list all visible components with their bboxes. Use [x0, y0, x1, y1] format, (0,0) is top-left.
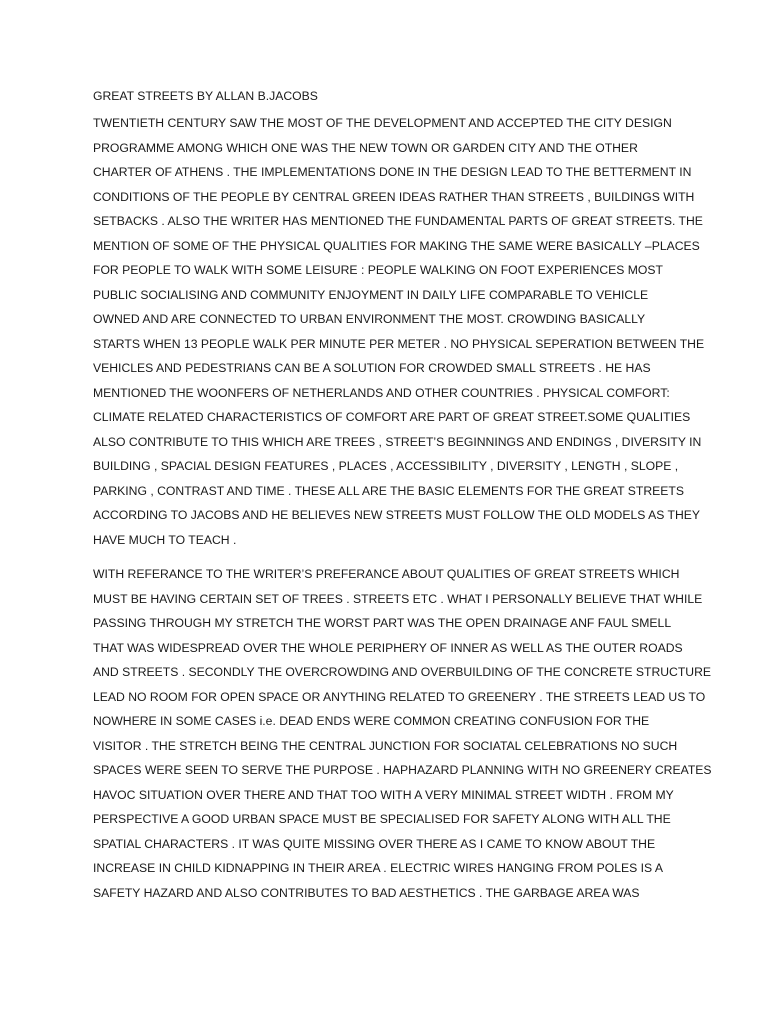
- text-line: OWNED AND ARE CONNECTED TO URBAN ENVIRONMENT THE MOST. CROWDING BASICALLY: [93, 312, 646, 326]
- text-line: HAVE MUCH TO TEACH .: [93, 532, 237, 547]
- text-line: VISITOR . THE STRETCH BEING THE CENTRAL JUNCTION FOR SOCIATAL CELEBRATIONS NO SUCH: [93, 738, 678, 753]
- text-line: SPATIAL CHARACTERS . IT WAS QUITE MISSING OVER THERE AS I CAME TO KNOW ABOUT THE: [93, 836, 656, 851]
- text-line: PARKING , CONTRAST AND TIME . THESE ALL ARE THE BASIC ELEMENTS FOR THE GREAT STREETS: [93, 483, 684, 498]
- text-line: CONDITIONS OF THE PEOPLE BY CENTRAL GREEN IDEAS RATHER THAN STREETS , BUILDINGS WITH: [93, 189, 695, 204]
- text-line: BUILDING , SPACIAL DESIGN FEATURES , PLACES , ACCESSIBILITY , DIVERSITY , LENGTH , SLOPE ,: [93, 459, 679, 473]
- text-line: SPACES WERE SEEN TO SERVE THE PURPOSE . HAPHAZARD PLANNING WITH NO GREENERY CREATES: [93, 763, 712, 777]
- text-line: ACCORDING TO JACOBS AND HE BELIEVES NEW STREETS MUST FOLLOW THE OLD MODELS AS THEY: [93, 508, 701, 522]
- text-line: LEAD NO ROOM FOR OPEN SPACE OR ANYTHING RELATED TO GREENERY . THE STREETS LEAD US TO: [93, 689, 706, 704]
- text-line: HAVOC SITUATION OVER THERE AND THAT TOO WITH A VERY MINIMAL STREET WIDTH . FROM MY: [93, 787, 674, 802]
- document-title: GREAT STREETS BY ALLAN B.JACOBS: [93, 89, 318, 103]
- text-line: THAT WAS WIDESPREAD OVER THE WHOLE PERIPHERY OF INNER AS WELL AS THE OUTER ROADS: [93, 640, 683, 655]
- text-line: MENTION OF SOME OF THE PHYSICAL QUALITIES FOR MAKING THE SAME WERE BASICALLY –PLACES: [93, 238, 700, 253]
- text-line: VEHICLES AND PEDESTRIANS CAN BE A SOLUTION FOR CROWDED SMALL STREETS . HE HAS: [93, 361, 651, 375]
- text-line: TWENTIETH CENTURY SAW THE MOST OF THE DEVELOPMENT AND ACCEPTED THE CITY DESIGN: [93, 116, 672, 130]
- text-line: INCREASE IN CHILD KIDNAPPING IN THEIR AREA . ELECTRIC WIRES HANGING FROM POLES IS A: [93, 861, 663, 875]
- text-line: PROGRAMME AMONG WHICH ONE WAS THE NEW TOWN OR GARDEN CITY AND THE OTHER: [93, 140, 638, 155]
- text-line: MUST BE HAVING CERTAIN SET OF TREES . STREETS ETC . WHAT I PERSONALLY BELIEVE THAT WHILE: [93, 591, 703, 606]
- text-line: FOR PEOPLE TO WALK WITH SOME LEISURE : PEOPLE WALKING ON FOOT EXPERIENCES MOST: [93, 263, 663, 277]
- paragraph-1: [93, 114, 705, 555]
- text-line: STARTS WHEN 13 PEOPLE WALK PER MINUTE PER METER . NO PHYSICAL SEPERATION BETWEEN THE: [93, 336, 705, 351]
- text-line: CLIMATE RELATED CHARACTERISTICS OF COMFORT ARE PART OF GREAT STREET.SOME QUALITIES: [93, 410, 691, 424]
- text-line: ALSO CONTRIBUTE TO THIS WHICH ARE TREES , STREET’S BEGINNINGS AND ENDINGS , DIVERSITY IN: [93, 434, 702, 449]
- text-line: AND STREETS . SECONDLY THE OVERCROWDING AND OVERBUILDING OF THE CONCRETE STRUCTURE: [93, 665, 712, 679]
- text-line: SETBACKS . ALSO THE WRITER HAS MENTIONED THE FUNDAMENTAL PARTS OF GREAT STREETS. THE: [93, 214, 703, 228]
- text-line: SAFETY HAZARD AND ALSO CONTRIBUTES TO BAD AESTHETICS . THE GARBAGE AREA WAS: [93, 885, 640, 900]
- text-line: PERSPECTIVE A GOOD URBAN SPACE MUST BE SPECIALISED FOR SAFETY ALONG WITH ALL THE: [93, 812, 671, 826]
- text-line: NOWHERE IN SOME CASES i.e. DEAD ENDS WERE COMMON CREATING CONFUSION FOR THE: [93, 714, 650, 728]
- paragraph-2: [93, 565, 712, 908]
- text-line: WITH REFERANCE TO THE WRITER’S PREFERANCE ABOUT QUALITIES OF GREAT STREETS WHICH: [93, 567, 680, 581]
- text-line: PUBLIC SOCIALISING AND COMMUNITY ENJOYMENT IN DAILY LIFE COMPARABLE TO VEHICLE: [93, 287, 649, 302]
- text-line: CHARTER OF ATHENS . THE IMPLEMENTATIONS DONE IN THE DESIGN LEAD TO THE BETTERMENT IN: [93, 165, 692, 179]
- text-line: PASSING THROUGH MY STRETCH THE WORST PART WAS THE OPEN DRAINAGE ANF FAUL SMELL: [93, 616, 672, 630]
- text-line: MENTIONED THE WOONFERS OF NETHERLANDS AND OTHER COUNTRIES . PHYSICAL COMFORT:: [93, 385, 670, 400]
